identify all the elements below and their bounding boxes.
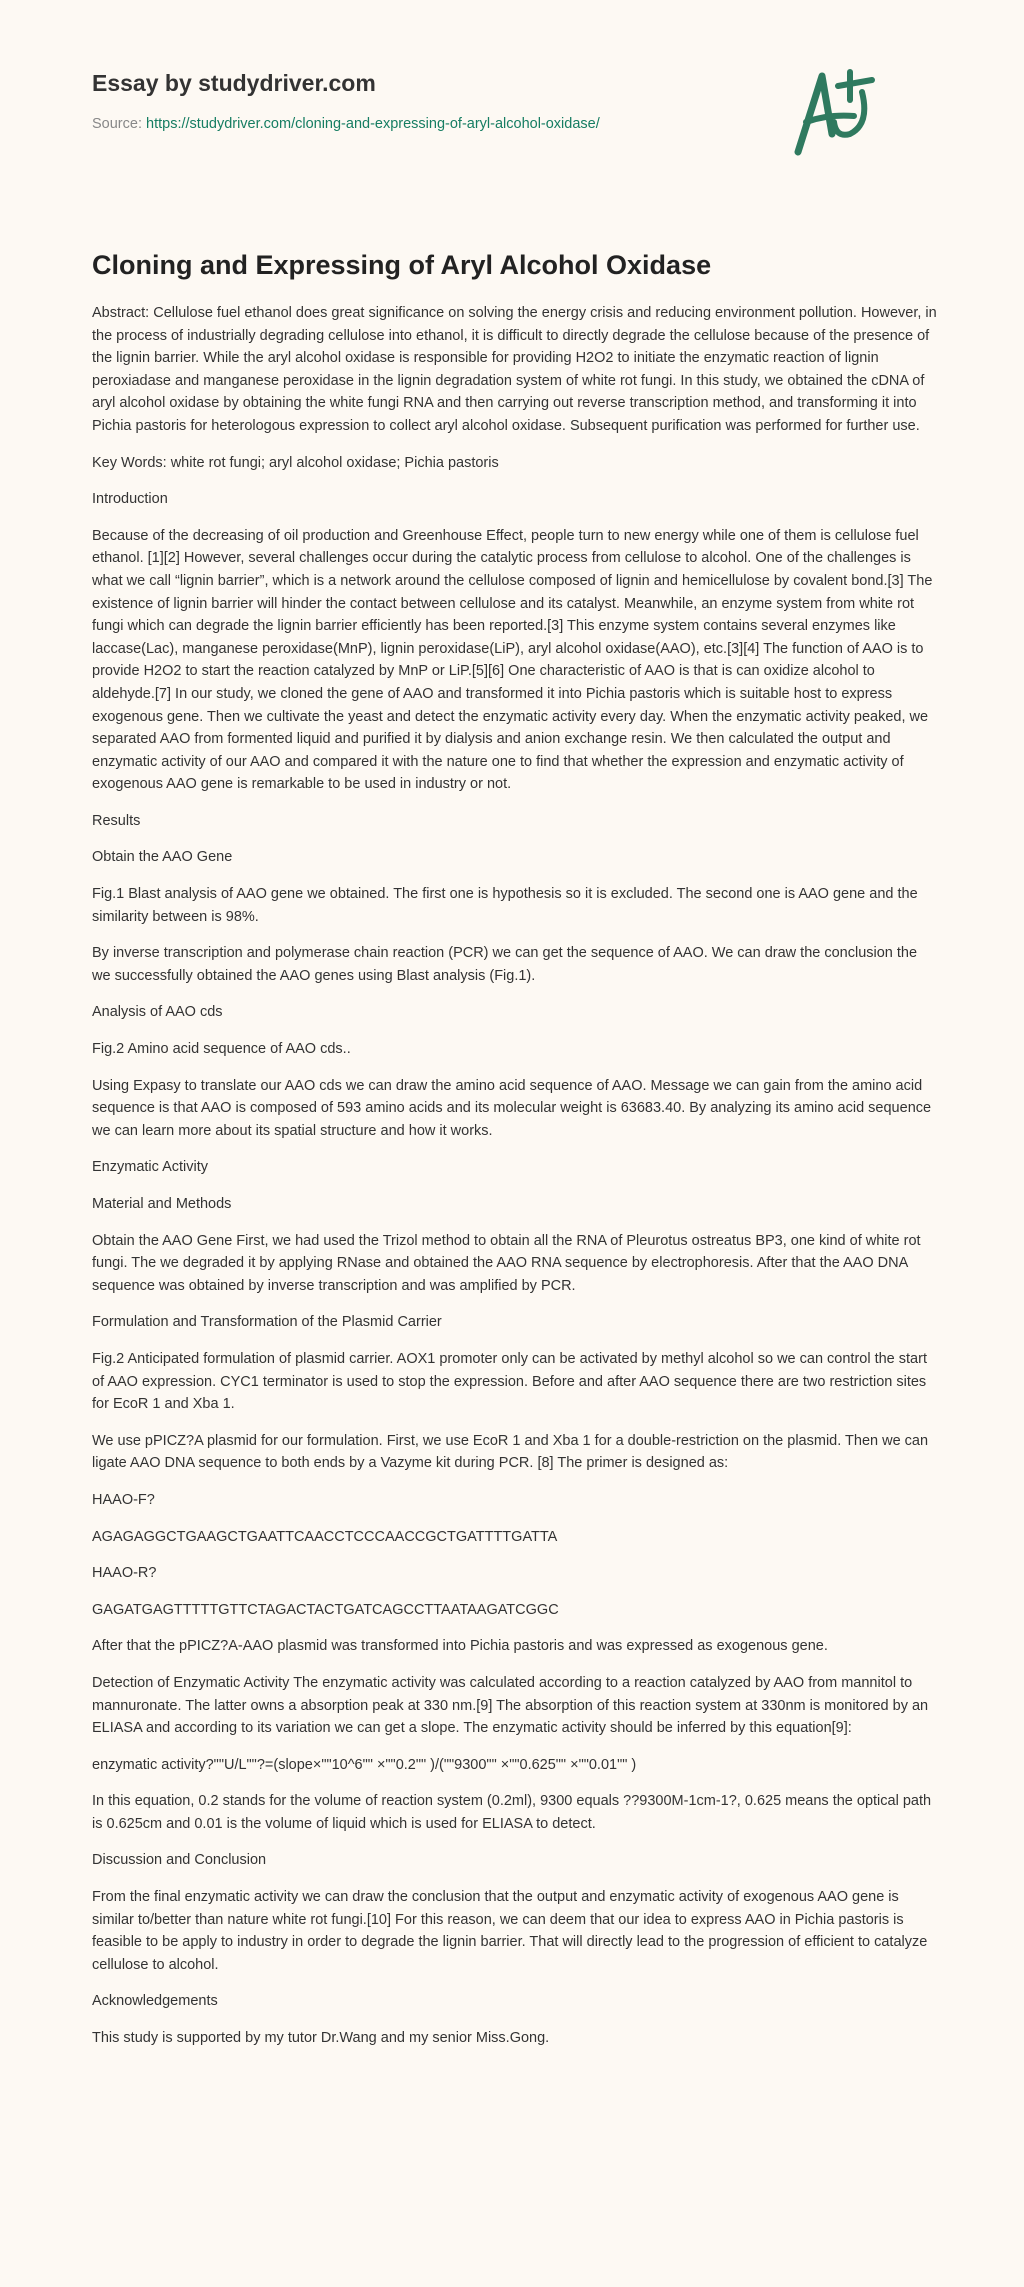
source-label: Source: bbox=[92, 116, 142, 132]
article-paragraph: Fig.1 Blast analysis of AAO gene we obtained. The first one is hypothesis so it is excluded. The second one is AAO gene and the similarity between is 98%. bbox=[92, 886, 918, 925]
source-line bbox=[92, 116, 600, 132]
article bbox=[0, 248, 1024, 2050]
article-paragraph: HAAO-R? bbox=[92, 1565, 157, 1582]
article-paragraph: Enzymatic Activity bbox=[92, 1159, 209, 1176]
article-paragraph: Discussion and Conclusion bbox=[92, 1852, 267, 1869]
article-paragraph: This study is supported by my tutor Dr.Wang and my senior Miss.Gong. bbox=[92, 2030, 550, 2047]
article-paragraph: Using Expasy to translate our AAO cds we can draw the amino acid sequence of AAO. Message we can gain from the amino acid sequence is that AAO is composed of 593 amino acids and its molecular weight is 63683.40. By analyzing its amino acid sequence we can learn more about its spatial structure and how it works. bbox=[92, 1077, 932, 1139]
article-paragraph: From the final enzymatic activity we can draw the conclusion that the output and enzymatic activity of exogenous AAO gene is similar to/better than nature white rot fungi.[10] For this reason, we can deem that our idea to express AAO in Pichia pastoris is feasible to be apply to industry in order to degrade the lignin barrier. That will directly lead to the progression of efficient to catalyze cellulose to alcohol. bbox=[92, 1889, 928, 1973]
article-paragraph: GAGATGAGTTTTTGTTCTAGACTACTGATCAGCCTTAATAAGATCGGC bbox=[92, 1601, 559, 1618]
article-body bbox=[92, 302, 937, 2050]
article-paragraph: Abstract: Cellulose fuel ethanol does great significance on solving the energy crisis and reducing environment pollution. However, in the process of industrially degrading cellulose into ethanol, it is difficult to directly degrade the cellulose because of the presence of the lignin barrier. While the aryl alcohol oxidase is responsible for providing H2O2 to initiate the enzymatic reaction of lignin peroxiadase and manganese peroxidase in the lignin degradation system of white rot fungi. In this study, we obtained the cDNA of aryl alcohol oxidase by obtaining the white fungi RNA and then carrying out reverse transcription method, and transforming it into Pichia pastoris for heterologous expression to collect aryl alcohol oxidase. Subsequent purification was performed for further use. bbox=[92, 305, 937, 434]
article-paragraph: Formulation and Transformation of the Plasmid Carrier bbox=[92, 1314, 442, 1331]
article-paragraph: Introduction bbox=[92, 491, 168, 508]
article-paragraph: Fig.2 Anticipated formulation of plasmid carrier. AOX1 promoter only can be activated by methyl alcohol so we can control the start of AAO expression. CYC1 terminator is used to stop the expression. Before and after AAO sequence there are two restriction sites for EcoR 1 and Xba 1. bbox=[92, 1350, 927, 1413]
article-title: Cloning and Expressing of Aryl Alcohol Oxidase bbox=[92, 250, 712, 280]
article-paragraph: Because of the decreasing of oil production and Greenhouse Effect, people turn to new energy while one of them is cellulose fuel ethanol. [1][2] However, several challenges occur during the catalytic process from cellulose to alcohol. One of the challenges is what we call “lignin barrier”, which is a network around the cellulose composed of lignin and hemicellulose by covalent bond.[3] The existence of lignin barrier will hinder the contact between cellulose and its catalyst. Meanwhile, an enzyme system from white rot fungi which can degrade the lignin barrier efficiently has been reported.[3] This enzyme system contains several enzymes like laccase(Lac), manganese peroxidase(MnP), lignin peroxidase(LiP), aryl alcohol oxidase(AAO), etc.[3][4] The function of AAO is to provide H2O2 to start the reaction catalyzed by MnP or LiP.[5][6] One characteristic of AAO is that is can oxidize alcohol to aldehyde.[7] In our study, we cloned the gene of AAO and transformed it into Pichia pastoris which is suitable host to express exogenous gene. Then we cultivate the yeast and detect the enzymatic activity every day. When the enzymatic activity peaked, we separated AAO from formented liquid and purified it by dialysis and anion exchange resin. We then calculated the output and enzymatic activity of our AAO and compared it with the nature one to find that whether the expression and enzymatic activity of exogenous AAO gene is remarkable to be used in industry or not. bbox=[92, 527, 933, 793]
article-paragraph: Key Words: white rot fungi; aryl alcohol oxidase; Pichia pastoris bbox=[92, 454, 499, 471]
article-paragraph: Detection of Enzymatic Activity The enzymatic activity was calculated according to a reaction catalyzed by AAO from mannitol to mannuronate. The latter owns a absorption peak at 330 nm.[9] The absorption of this reaction system at 330nm is monitored by an ELIASA and according to its variation we can get a slope. The enzymatic activity should be inferred by this equation[9]: bbox=[92, 1674, 929, 1737]
article-paragraph: In this equation, 0.2 stands for the volume of reaction system (0.2ml), 9300 equals ??9300M-1cm-1?, 0.625 means the optical path is 0.625cm and 0.01 is the volume of liquid which is used for ELIASA to detect. bbox=[92, 1793, 932, 1832]
article-paragraph: Analysis of AAO cds bbox=[92, 1004, 223, 1021]
article-paragraph: HAAO-F? bbox=[92, 1491, 155, 1508]
article-paragraph: Obtain the AAO Gene First, we had used the Trizol method to obtain all the RNA of Pleurotus ostreatus BP3, one kind of white rot fungi. The we degraded it by applying RNase and obtained the AAO RNA sequence by electrophoresis. After that the AAO DNA sequence was obtained by inverse transcription and was amplified by PCR. bbox=[92, 1232, 921, 1294]
article-paragraph: After that the pPICZ?A-AAO plasmid was transformed into Pichia pastoris and was expressed as exogenous gene. bbox=[92, 1638, 828, 1655]
article-paragraph: By inverse transcription and polymerase chain reaction (PCR) we can get the sequence of AAO. We can draw the conclusion the we successfully obtained the AAO genes using Blast analysis (Fig.1). bbox=[92, 945, 918, 984]
article-paragraph: Material and Methods bbox=[92, 1196, 232, 1212]
site-title: Essay by studydriver.com bbox=[92, 70, 376, 96]
article-paragraph: AGAGAGGCTGAAGCTGAATTCAACCTCCCAACCGCTGATTTTGATTA bbox=[92, 1528, 558, 1545]
article-paragraph: We use pPICZ?A plasmid for our formulation. First, we use EcoR 1 and Xba 1 for a double-restriction on the plasmid. Then we can ligate AAO DNA sequence to both ends by a Vazyme kit during PCR. [8] The primer is designed as: bbox=[92, 1432, 929, 1472]
a-plus-logo-icon bbox=[788, 64, 888, 159]
page-header bbox=[0, 0, 1024, 190]
article-paragraph: Results bbox=[92, 812, 141, 829]
article-paragraph: enzymatic activity?""U/L""?=(slope×""10^6"" ×""0.2"" )/(""9300"" ×""0.625"" ×""0.01"" ) bbox=[92, 1756, 637, 1773]
source-link[interactable]: https://studydriver.com/cloning-and-expressing-of-aryl-alcohol-oxidase/ bbox=[146, 116, 600, 132]
article-paragraph: Acknowledgements bbox=[92, 1993, 218, 2010]
article-paragraph: Fig.2 Amino acid sequence of AAO cds.. bbox=[92, 1041, 351, 1058]
article-paragraph: Obtain the AAO Gene bbox=[92, 849, 233, 866]
